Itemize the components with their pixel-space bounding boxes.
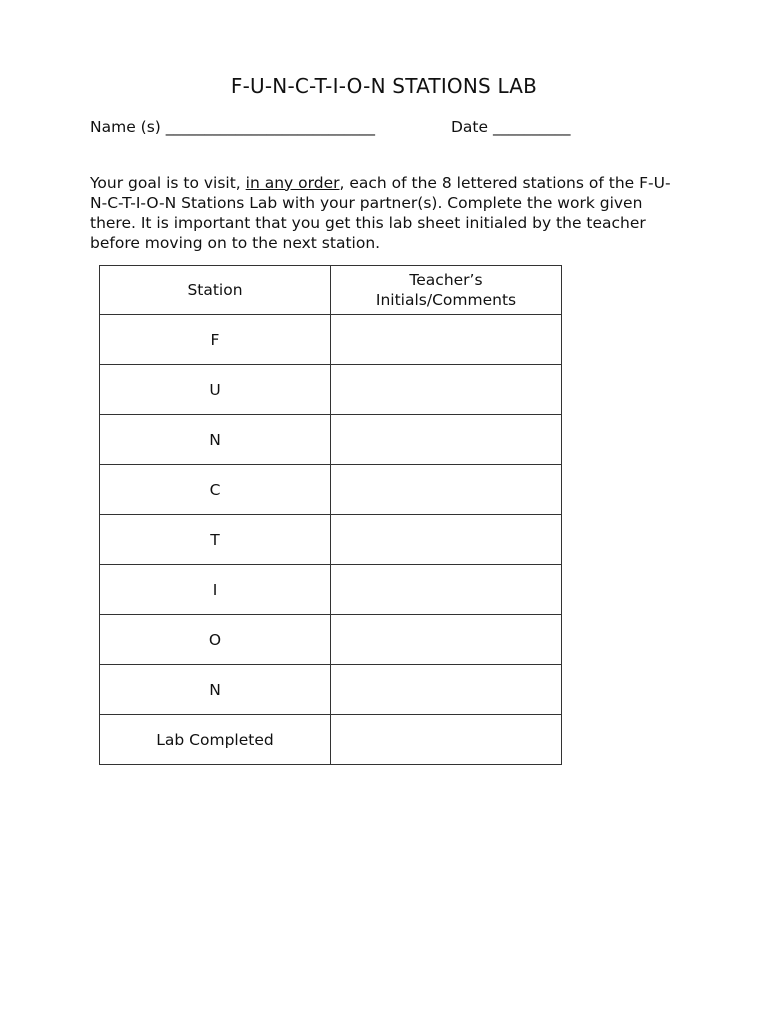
comments-cell[interactable]	[331, 515, 562, 565]
comments-header-line1: Teacher’s	[409, 271, 483, 289]
station-cell: O	[100, 615, 331, 665]
table-row	[100, 315, 562, 365]
table-row	[100, 515, 562, 565]
table-header-row	[100, 266, 562, 315]
station-cell: T	[100, 515, 331, 565]
comments-cell[interactable]	[331, 565, 562, 615]
station-cell: N	[100, 665, 331, 715]
table-row	[100, 615, 562, 665]
comments-cell[interactable]	[331, 315, 562, 365]
date-field[interactable]	[451, 118, 571, 136]
comments-cell[interactable]	[331, 415, 562, 465]
station-cell: N	[100, 415, 331, 465]
table-row	[100, 415, 562, 465]
comments-cell[interactable]	[331, 465, 562, 515]
comments-column-header	[331, 266, 562, 315]
station-cell: I	[100, 565, 331, 615]
table-row	[100, 715, 562, 765]
stations-table	[99, 265, 562, 765]
comments-header-line2: Initials/Comments	[375, 291, 517, 309]
comments-cell[interactable]	[331, 615, 562, 665]
date-label: Date	[451, 118, 489, 136]
station-cell: Lab Completed	[100, 715, 331, 765]
page-title: F-U-N-C-T-I-O-N STATIONS LAB	[230, 74, 538, 98]
table-row	[100, 665, 562, 715]
station-cell: C	[100, 465, 331, 515]
table-row	[100, 465, 562, 515]
student-fields	[90, 118, 690, 136]
table-row	[100, 565, 562, 615]
instructions-text-rest: , each of the 8 lettered stations of the F-U-N-C-T-I-O-N Stations Lab with your partner(s). Complete the work given there. It is important that you get this lab sheet initialed by the teacher before moving on to the next station.	[90, 173, 671, 252]
comments-cell[interactable]	[331, 365, 562, 415]
instructions-text-start: Your goal is to visit,	[90, 173, 246, 192]
date-blank[interactable]: __________	[493, 118, 571, 136]
station-column-header: Station	[100, 266, 331, 315]
name-label: Name (s)	[90, 118, 161, 136]
instructions-emphasis: in any order	[245, 173, 340, 192]
station-cell: F	[100, 315, 331, 365]
instructions-paragraph	[90, 173, 680, 253]
name-blank[interactable]: ___________________________	[165, 118, 376, 136]
comments-cell[interactable]	[331, 665, 562, 715]
comments-cell[interactable]	[331, 715, 562, 765]
name-field[interactable]	[90, 118, 375, 136]
table-row	[100, 365, 562, 415]
station-cell: U	[100, 365, 331, 415]
